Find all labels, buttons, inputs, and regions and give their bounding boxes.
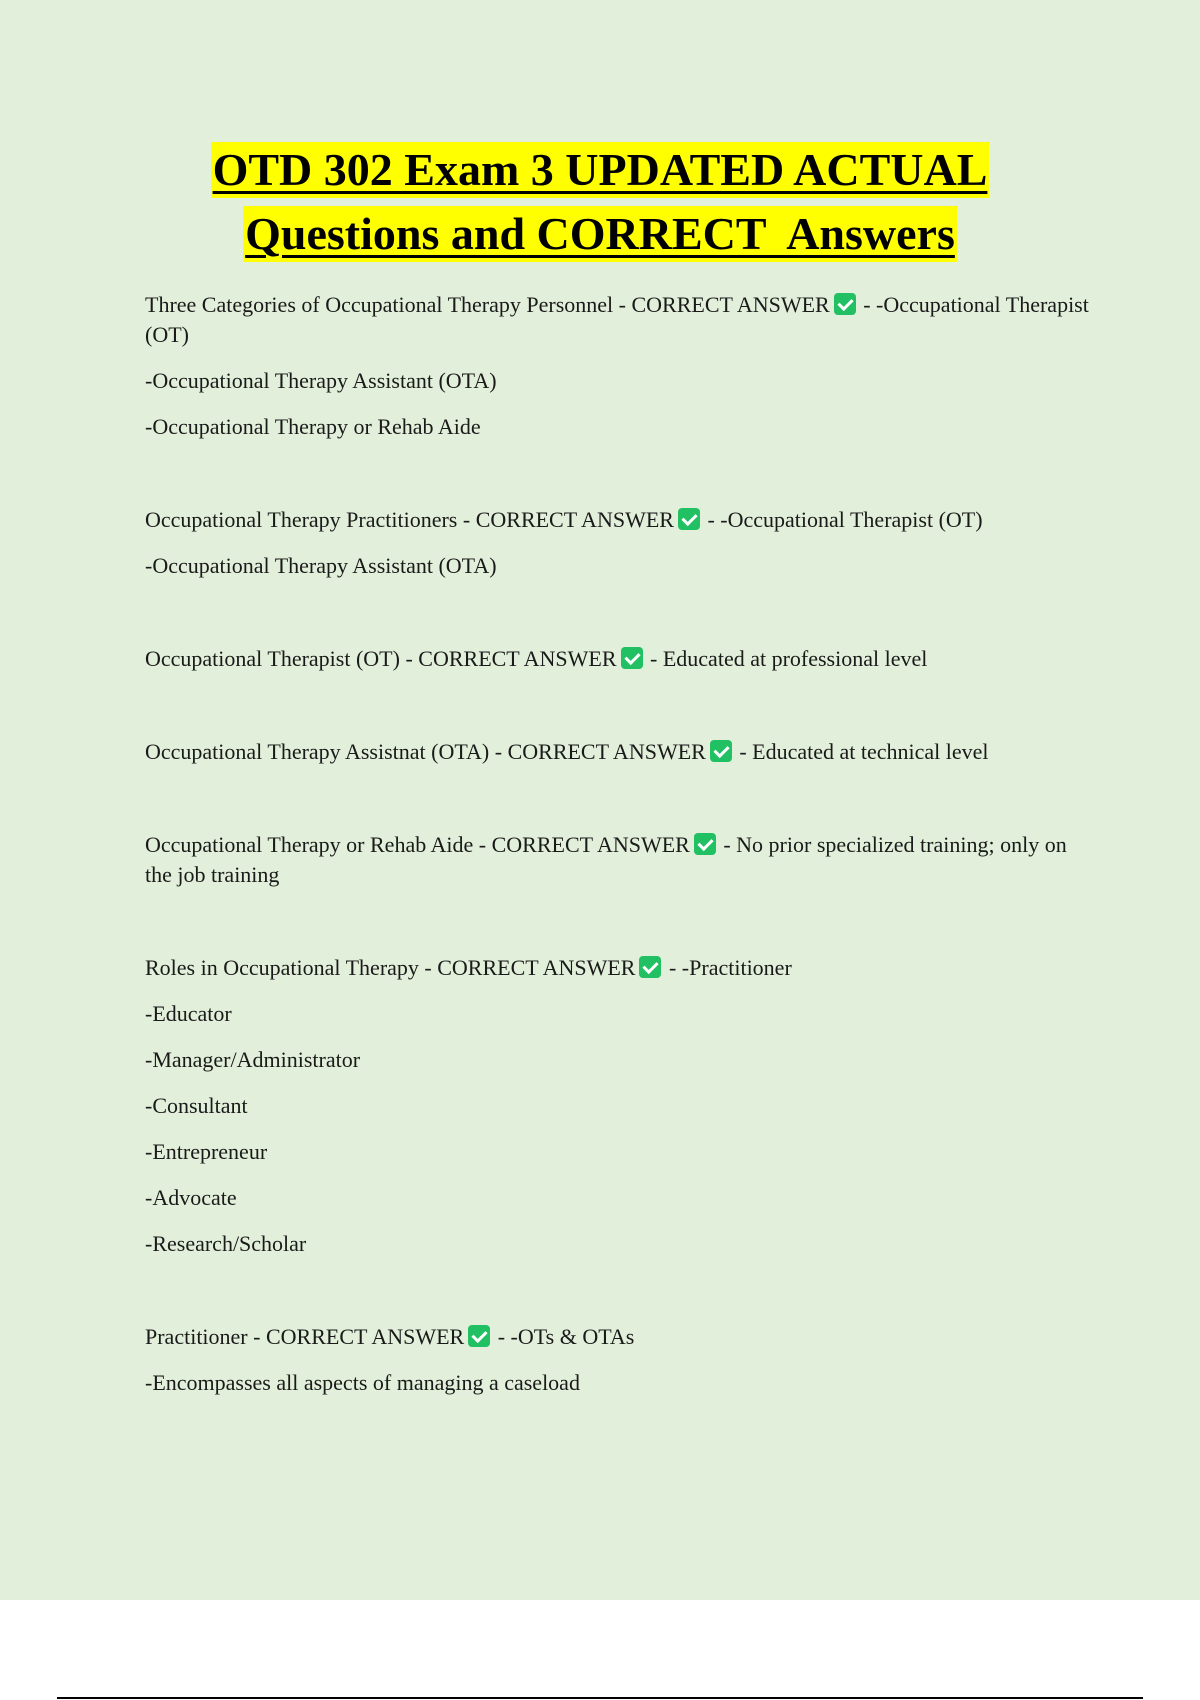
title-line-2: Questions and CORRECT Answers	[243, 206, 957, 262]
answer-line: -Encompasses all aspects of managing a caseload	[145, 1370, 580, 1395]
qa-entry	[145, 830, 1095, 890]
answer-marker: CORRECT ANSWER	[437, 955, 636, 980]
check-box-icon	[621, 647, 643, 669]
qa-entry	[145, 737, 1095, 767]
check-box-icon	[834, 293, 856, 315]
check-box-icon	[678, 508, 700, 530]
qa-entry	[145, 290, 1095, 442]
title-line-1: OTD 302 Exam 3 UPDATED ACTUAL	[211, 142, 990, 198]
answer-text: - Educated at technical level	[733, 739, 989, 764]
answer-text: - -Practitioner	[663, 955, 792, 980]
answer-line: -Occupational Therapy Assistant (OTA)	[145, 553, 497, 578]
check-box-icon	[710, 740, 732, 762]
answer-line: -Consultant	[145, 1093, 248, 1118]
answer-text: - -OTs & OTAs	[492, 1324, 635, 1349]
answer-line: -Occupational Therapy Assistant (OTA)	[145, 368, 497, 393]
answer-marker: CORRECT ANSWER	[418, 646, 617, 671]
answer-text: - -Occupational Therapist (OT)	[145, 292, 1089, 347]
question-text: Occupational Therapy Assistnat (OTA) -	[145, 739, 508, 764]
qa-list	[145, 290, 1095, 1461]
answer-text: - No prior specialized training; only on the job training	[145, 832, 1067, 887]
qa-first-line	[145, 290, 1095, 350]
qa-entry	[145, 1322, 1095, 1398]
answer-marker: CORRECT ANSWER	[631, 292, 830, 317]
answer-text: - Educated at professional level	[644, 646, 928, 671]
answer-line: -Occupational Therapy or Rehab Aide	[145, 414, 481, 439]
question-text: Roles in Occupational Therapy -	[145, 955, 438, 980]
check-box-icon	[639, 956, 661, 978]
document-title	[0, 142, 1200, 270]
qa-entry	[145, 644, 1095, 674]
qa-first-line	[145, 830, 1095, 890]
qa-entry	[145, 953, 1095, 1259]
answer-line: -Manager/Administrator	[145, 1047, 361, 1072]
qa-first-line	[145, 737, 1095, 767]
question-text: Practitioner -	[145, 1324, 266, 1349]
answer-line: -Educator	[145, 1001, 232, 1026]
qa-first-line	[145, 505, 1095, 535]
answer-marker: CORRECT ANSWER	[265, 1324, 465, 1349]
answer-marker: CORRECT ANSWER	[507, 739, 706, 764]
answer-line: -Entrepreneur	[145, 1139, 268, 1164]
answer-marker: CORRECT ANSWER	[475, 507, 674, 532]
answer-text: - -Occupational Therapist (OT)	[701, 507, 983, 532]
question-text: Occupational Therapist (OT) -	[145, 646, 419, 671]
qa-entry	[145, 505, 1095, 581]
footer-divider	[57, 1697, 1143, 1699]
question-text: Occupational Therapy Practitioners -	[145, 507, 476, 532]
answer-line: -Research/Scholar	[145, 1231, 307, 1256]
qa-first-line	[145, 644, 1095, 674]
answer-marker: CORRECT ANSWER	[491, 832, 690, 857]
qa-first-line	[145, 1322, 1095, 1352]
answer-line: -Advocate	[145, 1185, 237, 1210]
question-text: Three Categories of Occupational Therapy Personnel -	[145, 292, 632, 317]
check-box-icon	[694, 833, 716, 855]
check-box-icon	[468, 1325, 490, 1347]
qa-first-line	[145, 953, 1095, 983]
question-text: Occupational Therapy or Rehab Aide -	[145, 832, 492, 857]
